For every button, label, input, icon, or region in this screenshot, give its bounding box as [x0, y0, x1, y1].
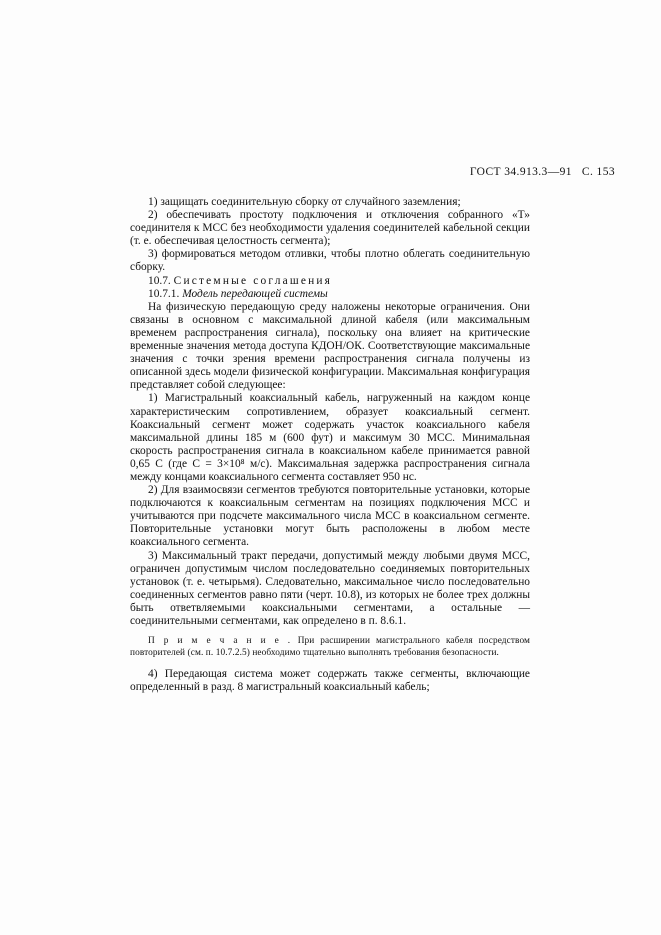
subsection-heading-10-7-1 [130, 288, 530, 301]
list-item-3: 3) формироваться методом отливки, чтобы плотно облегать соединительную сборку. [130, 248, 530, 274]
document-body [130, 196, 530, 694]
section-number: 10.7. [148, 274, 171, 287]
intro-paragraph: На физическую передающую среду наложены некоторые ограничения. Они связаны в основном с максимальной длиной кабеля (или максимальным временем распространения сигнала), поскольку она влияет на критические временные значения метода доступа КДОН/ОК. Соответствующие максимальные значения с точки зрения времени распространения сигнала получены из описанной здесь модели физической конфигурации. Максимальная конфигурация представляет собой следующее: [130, 300, 530, 392]
config-item-1: 1) Магистральный коаксиальный кабель, нагруженный на каждом конце характеристическим сопротивлением, образует коаксиальный сегмент. Коаксиальный сегмент может содержать участок коаксиального кабеля максимальной длины 185 м (600 фут) и максимум 30 МСС. Минимальная скорость распространения сигнала в коаксиальном кабеле принимается равной 0,65 C (где C = 3×10⁸ м/с). Максимальная задержка распространения сигнала между концами коаксиального сегмента составляет 950 нс. [130, 392, 530, 483]
page-number: 153 [596, 166, 615, 178]
standard-number: ГОСТ 34.913.3—91 [469, 166, 572, 178]
list-item-1: 1) защищать соединительную сборку от случайного заземления; [148, 196, 461, 208]
section-title: Системные соглашения [173, 274, 333, 287]
page-label: С. [581, 166, 594, 178]
section-heading-10-7 [130, 275, 530, 288]
list-item-2: 2) обеспечивать простоту подключения и отключения собранного «Т» соединителя к МСС без необходимости удаления соединителей кабельной секции (т. е. обеспечивая целостность сегмента); [130, 209, 530, 248]
subsection-number: 10.7.1. [148, 287, 180, 300]
config-item-3: 3) Максимальный тракт передачи, допустимый между любыми двумя МСС, ограничен допустимым числом последовательно соединяемых повторительных установок (т. е. четырьмя). Следовательно, максимальное число последовательно соединенных сегментов равно пяти (черт. 10.8), из которых не более трех должны быть ответвляемыми коаксиальными сегментами, а остальные — соединительными сегментами, как определено в п. 8.6.1. [130, 549, 530, 627]
page-header [470, 166, 615, 178]
subsection-title: Модель передающей системы [182, 287, 328, 300]
config-item-4: 4) Передающая система может содержать также сегменты, включающие определенный в разд. 8 магистральный коаксиальный кабель; [130, 668, 530, 694]
config-item-2: 2) Для взаимосвязи сегментов требуются повторительные установки, которые подключаются к коаксиальным сегментам на позициях подключения МСС и учитываются при подсчете максимального числа МСС в коаксиальном сегменте. Повторительные установки могут быть расположены в любом месте коаксиального сегмента. [130, 484, 530, 549]
note-text: При расширении магистрального кабеля посредством повторителей (см. п. 10.7.2.5) необходимо тщательно выполнять требования безопасности. [130, 636, 530, 658]
note-block [130, 636, 530, 659]
note-label: П р и м е ч а н и е . [148, 636, 292, 647]
